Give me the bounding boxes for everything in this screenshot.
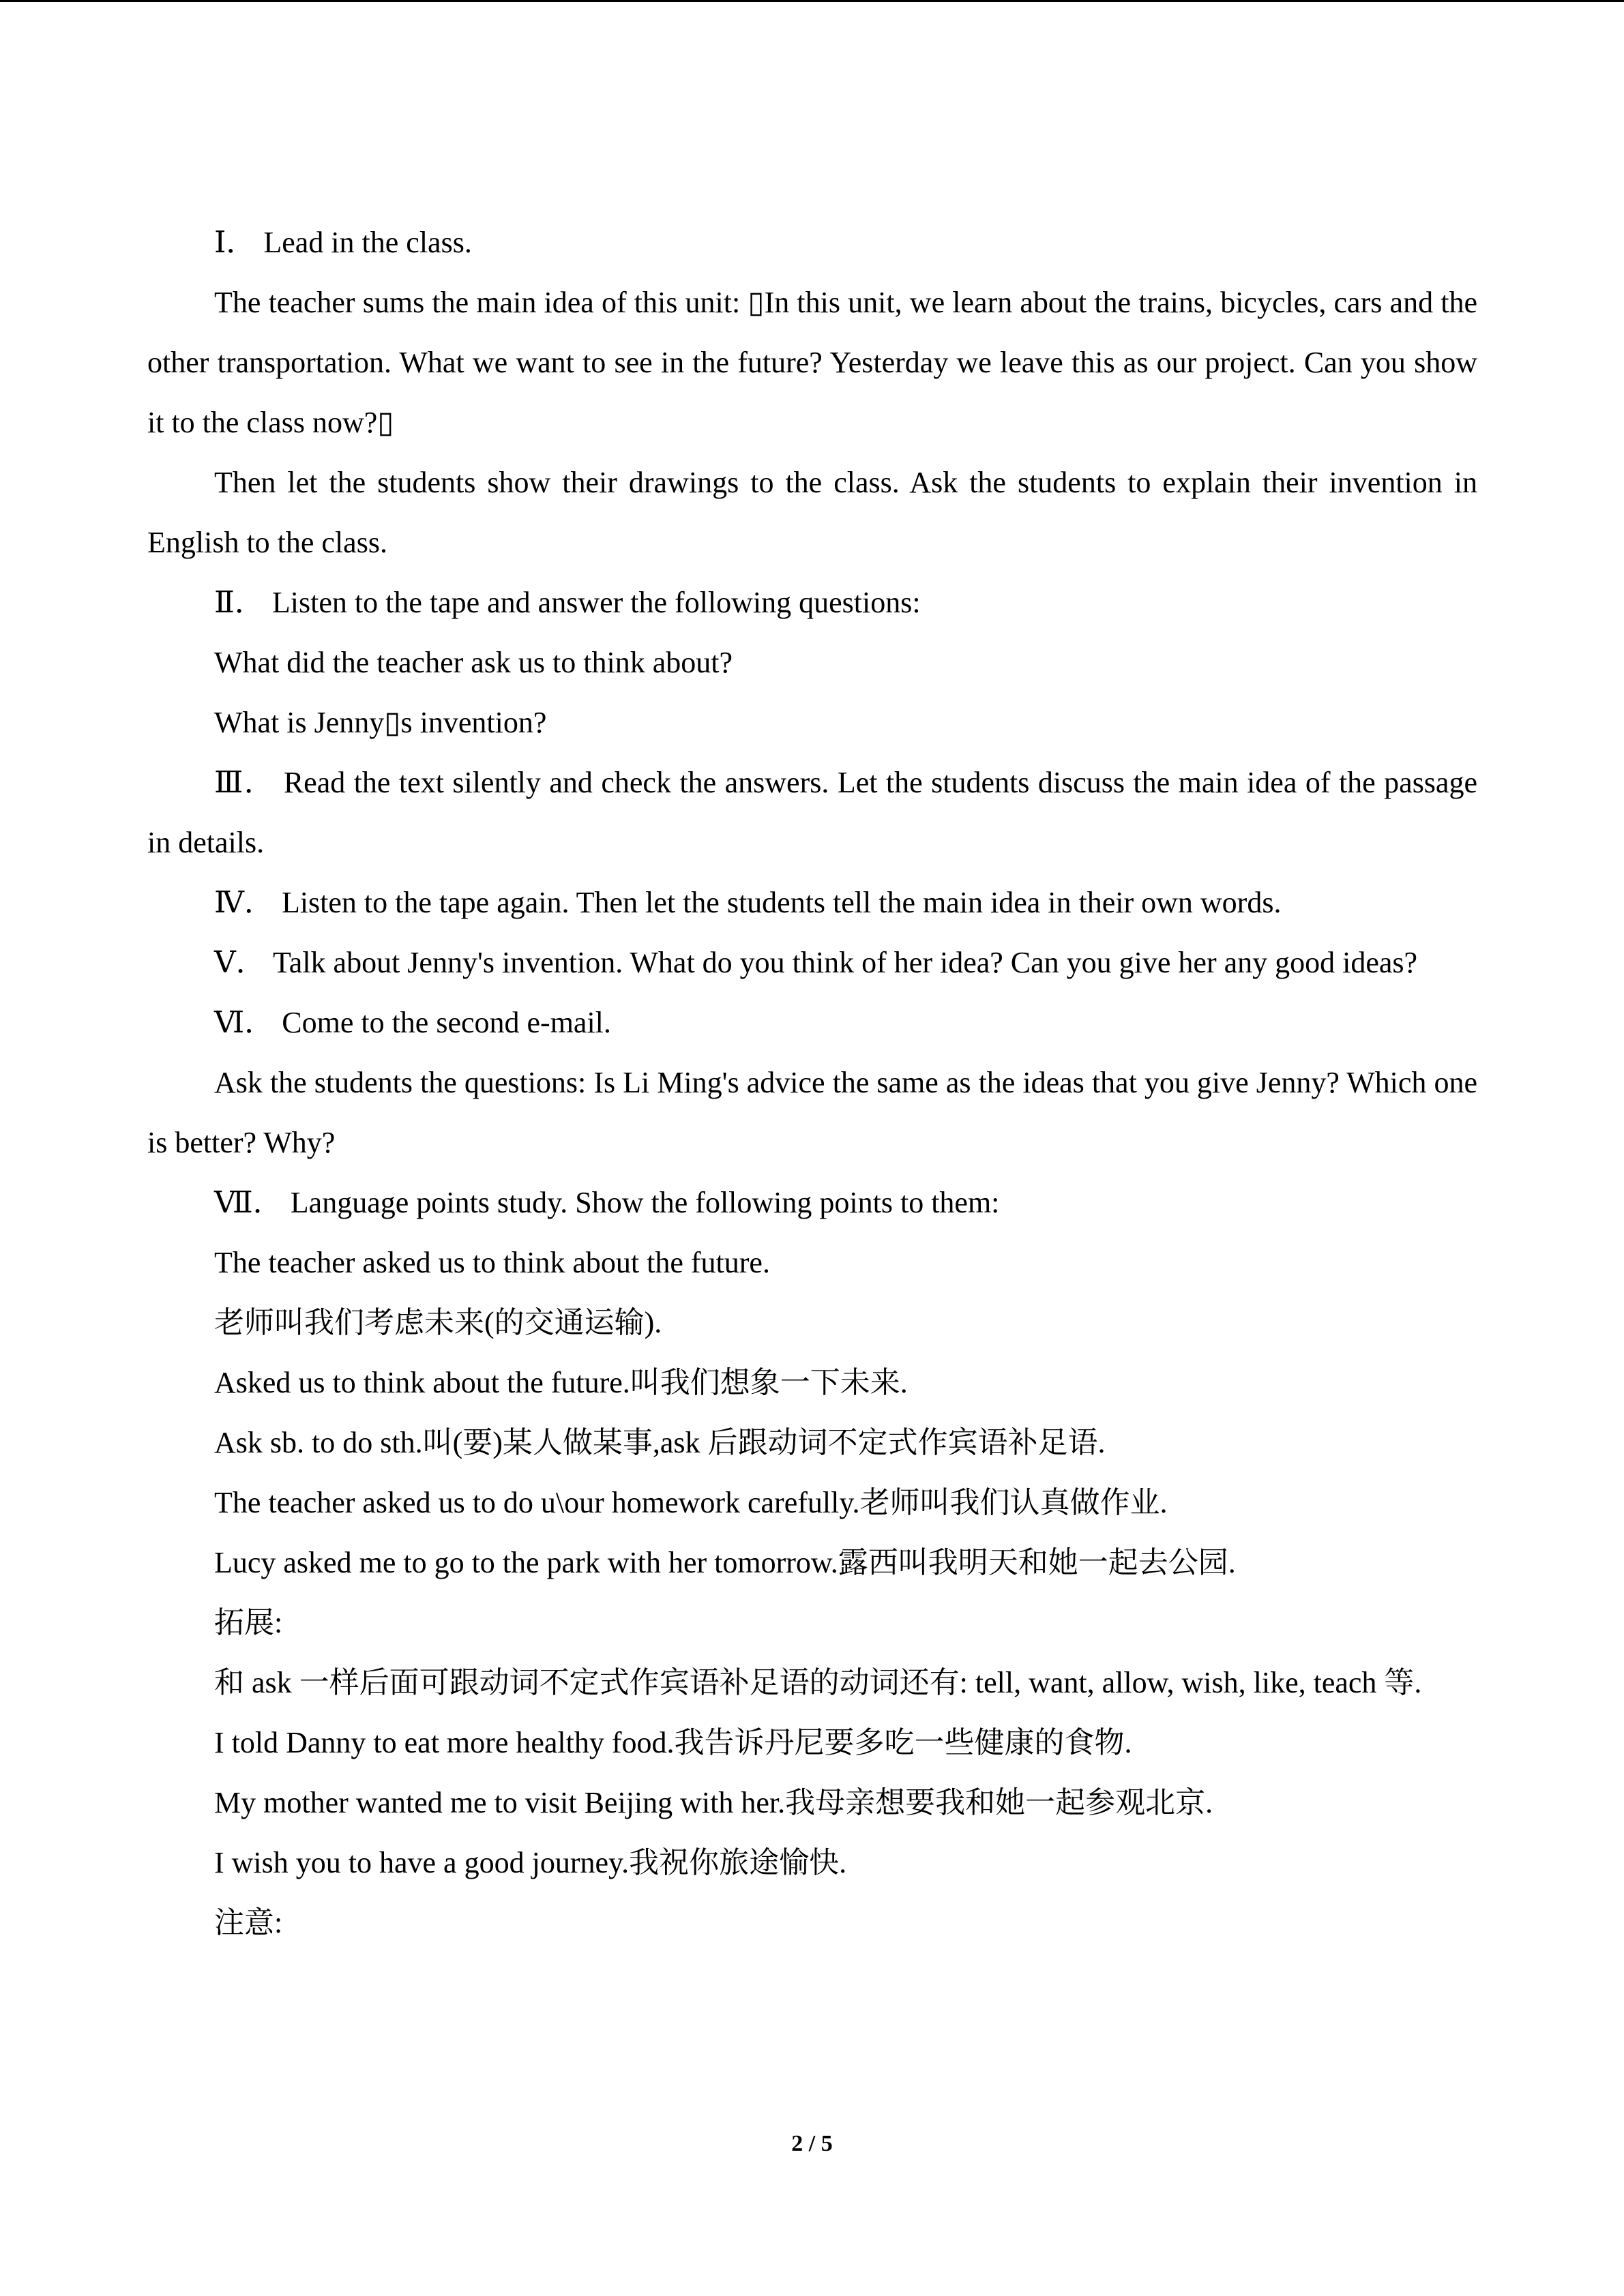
example-sentence: I told Danny to eat more healthy food.我告诉丹尼要多吃一些健康的食物. (214, 1726, 1132, 1759)
grammar-note: 和 ask 一样后面可跟动词不定式作宾语补足语的动词还有: tell, want, allow, wish, like, teach 等. (214, 1666, 1422, 1699)
section-heading-2: Ⅱ． Listen to the tape and answer the following questions: (214, 586, 921, 619)
grammar-note: Ask sb. to do sth.叫(要)某人做某事,ask 后跟动词不定式作宾语补足语. (214, 1426, 1106, 1459)
extension-label: 拓展: (214, 1606, 283, 1639)
document-body (147, 213, 1477, 1953)
section-heading-6: Ⅵ． Come to the second e-mail. (214, 1006, 611, 1039)
translation: 老师叫我们考虑未来(的交通运输). (214, 1306, 662, 1339)
question: What is Jenny▯s invention? (214, 706, 547, 739)
section-heading-7: Ⅶ． Language points study. Show the following points to them: (214, 1186, 1000, 1219)
section-heading-1: Ⅰ． Lead in the class. (214, 226, 472, 259)
top-border-line (0, 0, 1624, 2)
paragraph: Then let the students show their drawings to the class. Ask the students to explain their invention in English to the class. (147, 466, 1477, 559)
example-sentence: The teacher asked us to do u\our homework carefully.老师叫我们认真做作业. (214, 1486, 1168, 1519)
question: What did the teacher ask us to think about? (214, 646, 733, 679)
example-sentence: Lucy asked me to go to the park with her tomorrow.露西叫我明天和她一起去公园. (214, 1546, 1236, 1579)
section-heading-5: Ⅴ． Talk about Jenny's invention. What do you think of her idea? Can you give her any good ideas? (214, 946, 1418, 979)
page-number: 2 / 5 (791, 2131, 833, 2156)
example-sentence: My mother wanted me to visit Beijing with her.我母亲想要我和她一起参观北京. (214, 1786, 1213, 1819)
section-heading-3: Ⅲ． Read the text silently and check the answers. Let the students discuss the main idea of the passage in details. (147, 766, 1477, 859)
paragraph: The teacher sums the main idea of this unit: ▯In this unit, we learn about the trains, bicycles, cars and the other transportation. What we want to see in the future? Yesterday we leave this as our project. Can you show it to the class now?▯ (147, 286, 1477, 439)
paragraph: Ask the students the questions: Is Li Ming's advice the same as the ideas that you give Jenny? Which one is better? Why? (147, 1066, 1477, 1159)
section-heading-4: Ⅳ． Listen to the tape again. Then let the students tell the main idea in their own words. (214, 886, 1282, 919)
example-sentence: I wish you to have a good journey.我祝你旅途愉快. (214, 1846, 847, 1879)
note-label: 注意: (214, 1906, 283, 1939)
example-sentence: The teacher asked us to think about the future. (214, 1246, 770, 1279)
example-sentence: Asked us to think about the future.叫我们想象一下未来. (214, 1366, 908, 1399)
